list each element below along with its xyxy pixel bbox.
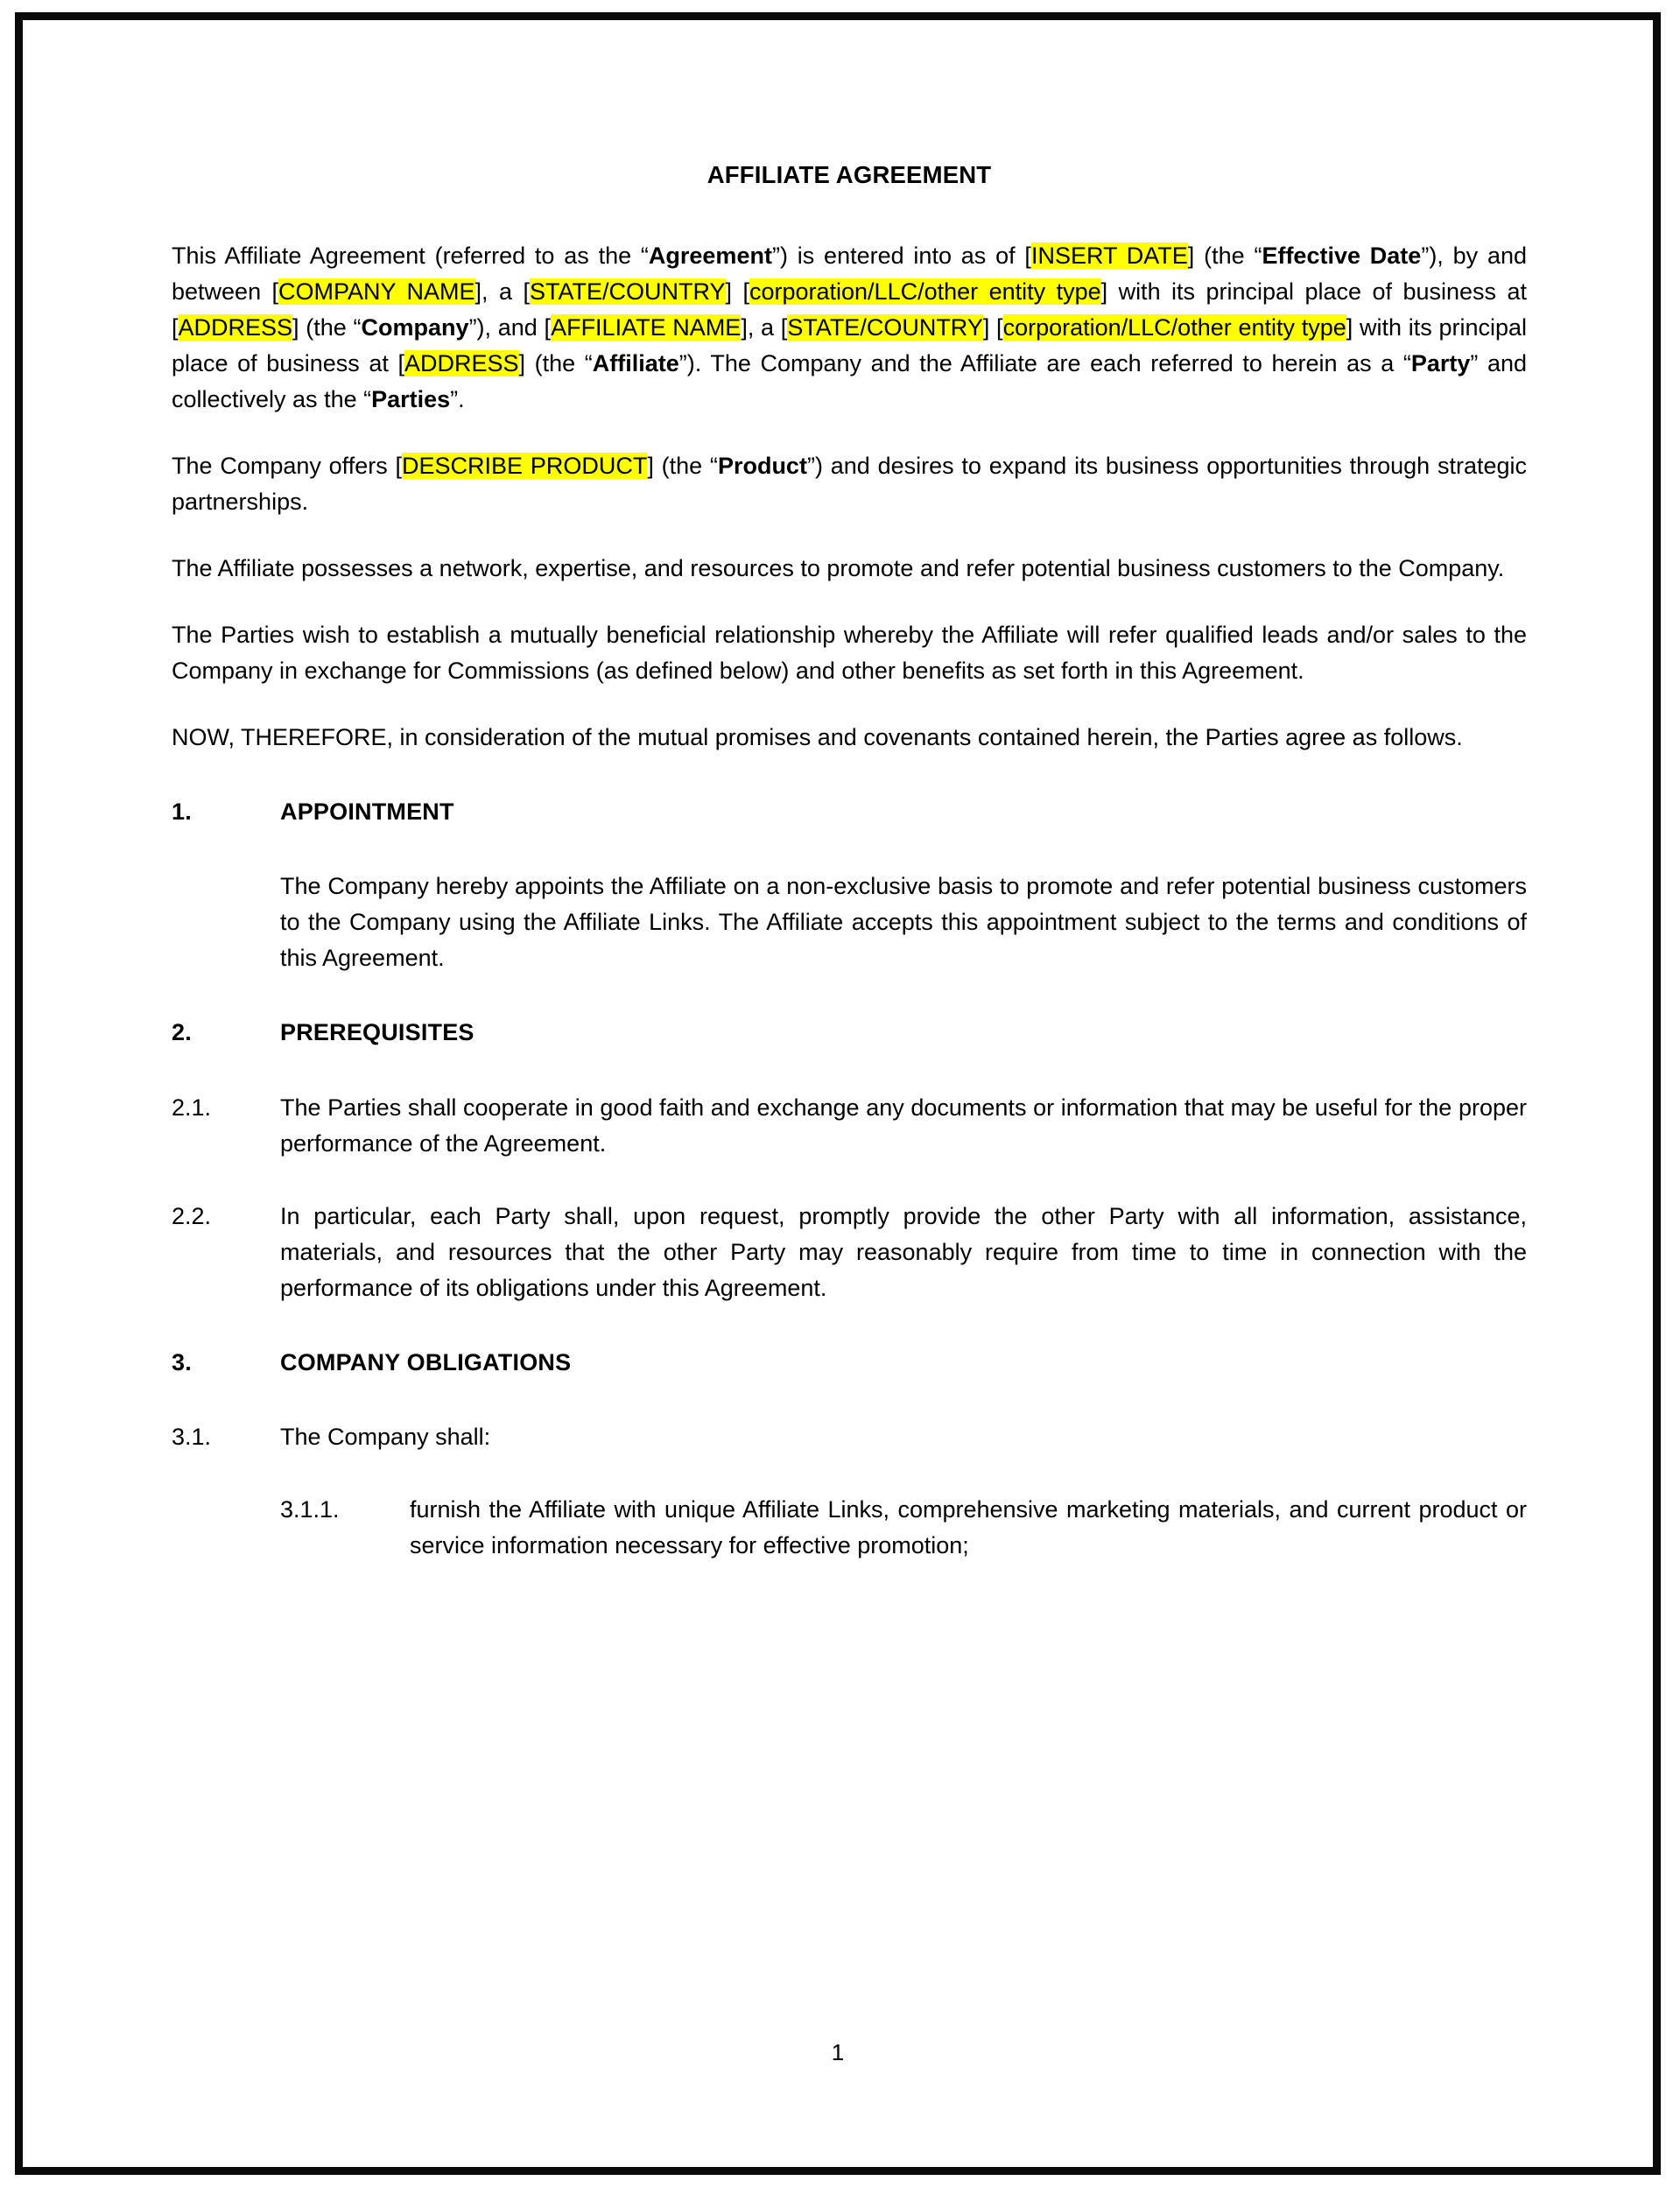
preamble-paragraph-2 — [172, 448, 1527, 520]
text-run: ”), by and between [ — [172, 243, 1527, 306]
page-border-frame — [15, 12, 1661, 2175]
clause-number: 2.2. — [172, 1202, 212, 1229]
placeholder-affiliate-state-country: STATE/COUNTRY — [787, 314, 983, 341]
clause-text: The Company shall: — [280, 1423, 491, 1450]
placeholder-describe-product: DESCRIBE PRODUCT — [402, 453, 648, 480]
clause-3-1-1 — [280, 1492, 1527, 1564]
defined-term-effective-date: Effective Date — [1262, 243, 1422, 269]
clause-number: 3.1. — [172, 1423, 212, 1450]
defined-term-party: Party — [1410, 350, 1471, 377]
text-run: ] (the “ — [292, 314, 362, 341]
document-title: AFFILIATE AGREEMENT — [706, 161, 992, 188]
clause-number: 2.1. — [172, 1094, 212, 1121]
placeholder-company-entity-type: corporation/LLC/other entity type — [749, 278, 1101, 306]
text-run: This Affiliate Agreement (referred to as the “ — [172, 243, 649, 269]
defined-term-agreement: Agreement — [648, 243, 772, 269]
placeholder-affiliate-address: ADDRESS — [404, 350, 519, 377]
subclause-number: 3.1.1. — [280, 1495, 340, 1523]
section-title: APPOINTMENT — [280, 799, 454, 826]
section-heading-2 — [172, 1015, 1527, 1051]
placeholder-company-address: ADDRESS — [178, 314, 293, 341]
placeholder-insert-date: INSERT DATE — [1030, 243, 1188, 269]
text-run: ”) is entered into as of [ — [771, 243, 1031, 269]
preamble-paragraph-3: The Affiliate possesses a network, expertise, and resources to promote and refer potential business customers to the Company. — [172, 555, 1505, 582]
subclause-text: furnish the Affiliate with unique Affiliate Links, comprehensive marketing materials, and current product or service information necessary for effective promotion; — [410, 1495, 1527, 1558]
text-run: The Company offers [ — [172, 453, 402, 480]
text-run: ], a [ — [474, 278, 530, 306]
text-run: ] (the “ — [647, 453, 718, 480]
text-run: ] (the “ — [1187, 243, 1262, 269]
defined-term-parties: Parties — [371, 386, 451, 413]
preamble-paragraph-5: NOW, THEREFORE, in consideration of the mutual promises and covenants contained herein, the Parties agree as follows. — [172, 724, 1463, 751]
section-1-body: The Company hereby appoints the Affiliate on a non-exclusive basis to promote and refer potential business customers to the Company using the Affiliate Links. The Affiliate accepts this appointment subject to the terms and conditions of this Agreement. — [280, 873, 1527, 972]
section-number: 3. — [172, 1348, 192, 1375]
clause-2-1 — [172, 1090, 1527, 1162]
text-run: ”) and desires to expand its business opportunities through strategic partnerships. — [172, 453, 1528, 516]
document-content — [172, 160, 1527, 1590]
section-title: PREREQUISITES — [280, 1019, 474, 1046]
defined-term-company: Company — [361, 314, 469, 341]
placeholder-company-state-country: STATE/COUNTRY — [529, 278, 726, 306]
defined-term-product: Product — [717, 453, 807, 480]
section-heading-3 — [172, 1345, 1527, 1381]
preamble-paragraph-1 — [172, 238, 1527, 418]
text-run: ] (the “ — [518, 350, 593, 377]
clause-2-2 — [172, 1199, 1527, 1306]
section-number: 2. — [172, 1019, 192, 1046]
placeholder-company-name: COMPANY NAME — [278, 278, 475, 306]
clause-text: The Parties shall cooperate in good faith and exchange any documents or information that may be useful for the proper performance of the Agreement. — [280, 1094, 1527, 1157]
text-run: ] [ — [982, 314, 1003, 341]
section-title: COMPANY OBLIGATIONS — [280, 1348, 572, 1375]
text-run: ] with its principal place of business at [ — [172, 314, 1527, 377]
text-run: ], a [ — [741, 314, 788, 341]
page-body — [23, 20, 1653, 2167]
section-heading-1 — [172, 794, 1527, 830]
text-run: ”). The Company and the Affiliate are each referred to herein as a “ — [678, 350, 1411, 377]
text-run: ”. — [450, 386, 465, 413]
section-number: 1. — [172, 799, 192, 826]
defined-term-affiliate: Affiliate — [592, 350, 679, 377]
preamble-paragraph-4: The Parties wish to establish a mutually beneficial relationship whereby the Affiliate will refer qualified leads and/or sales to the Company in exchange for Commissions (as defined below) and other benefits as set forth in this Agreement. — [172, 622, 1527, 685]
clause-3-1 — [172, 1419, 1527, 1455]
text-run: ” and collectively as the “ — [172, 350, 1528, 413]
text-run: ”), and [ — [468, 314, 552, 341]
page-number: 1 — [831, 2039, 845, 2065]
placeholder-affiliate-name: AFFILIATE NAME — [551, 314, 742, 341]
text-run: ] with its principal place of business at [ — [172, 278, 1527, 341]
clause-text: In particular, each Party shall, upon request, promptly provide the other Party with all information, assistance, materials, and resources that the other Party may reasonably require from time to time in connection with the performance of its obligations under this Agreement. — [280, 1202, 1527, 1301]
text-run: ] [ — [725, 278, 749, 306]
placeholder-affiliate-entity-type: corporation/LLC/other entity type — [1002, 314, 1346, 341]
